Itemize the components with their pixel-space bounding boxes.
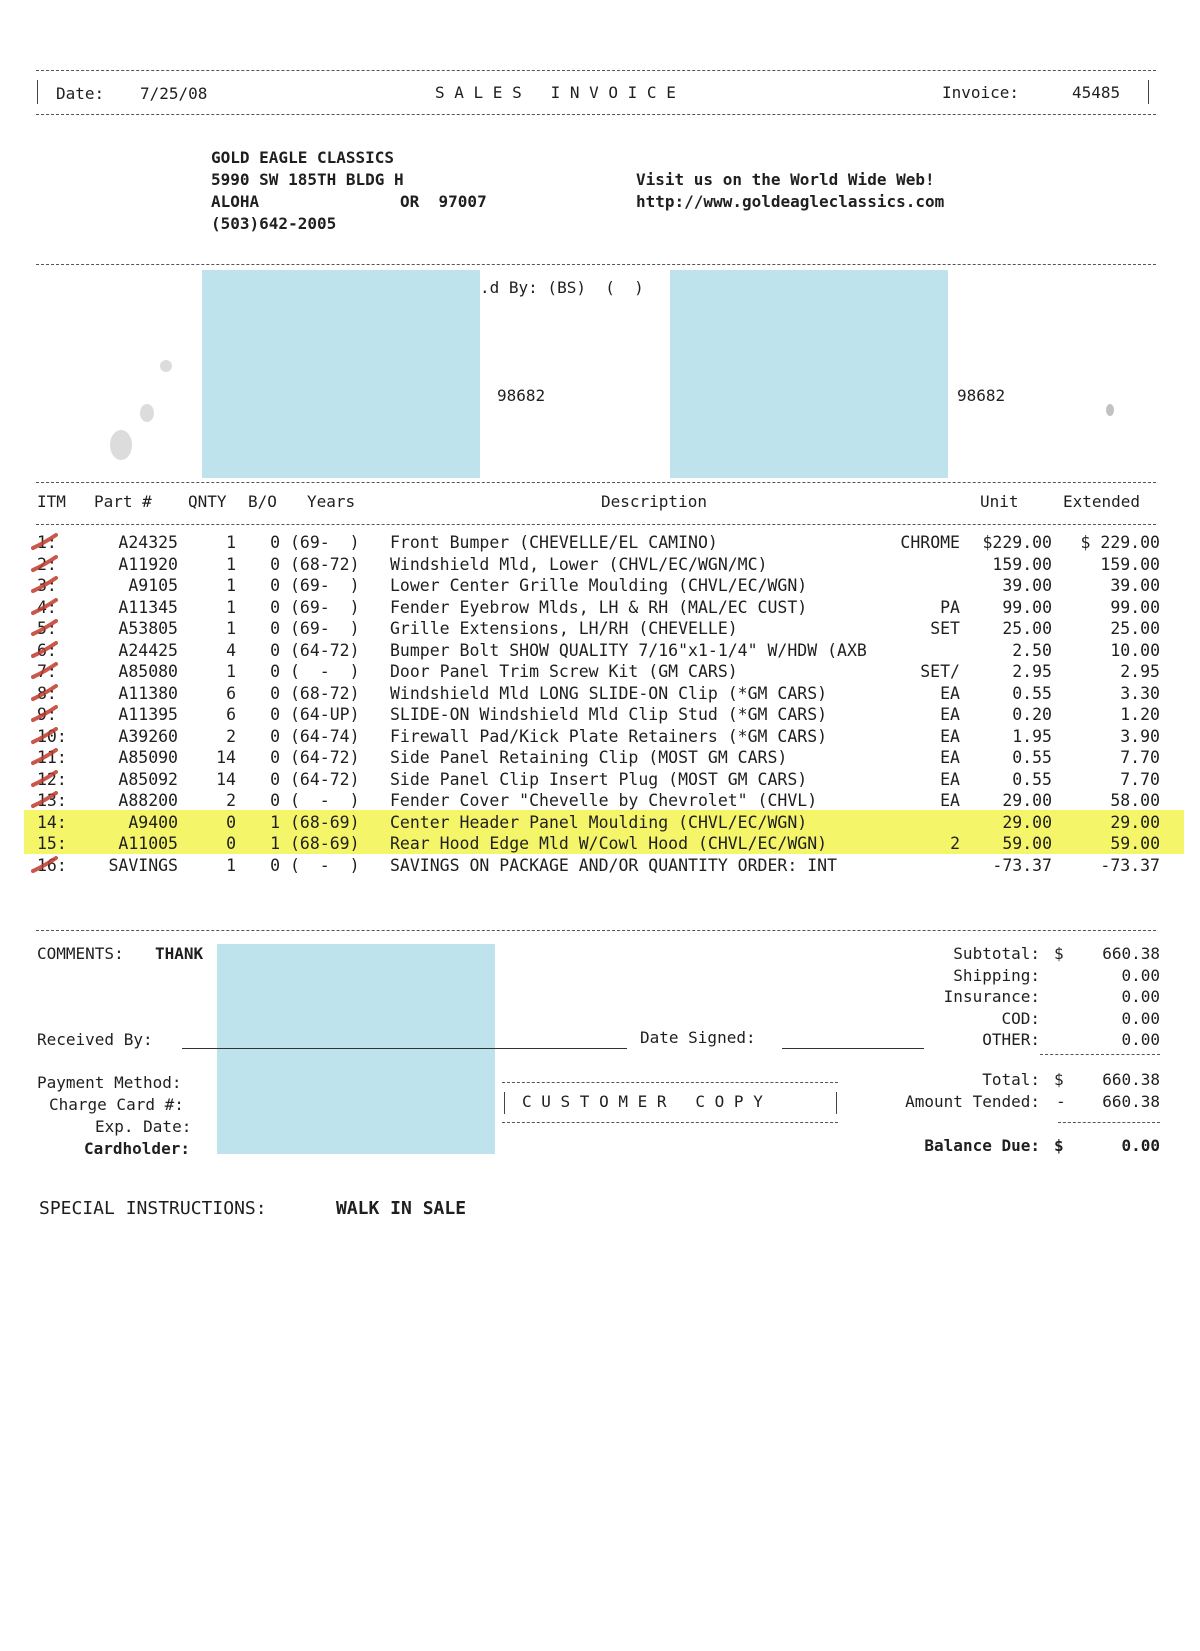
- description: SLIDE-ON Windshield Mld Clip Stud (*GM CARS): [390, 705, 828, 724]
- red-check-mark-icon: [30, 662, 70, 680]
- table-row: [0, 705, 1200, 726]
- description: Firewall Pad/Kick Plate Retainers (*GM CARS): [390, 726, 828, 746]
- part-number: A9105: [128, 576, 178, 595]
- item-number: 3:: [37, 576, 57, 595]
- part-number: A11005: [118, 834, 178, 853]
- smudge-mark: [110, 430, 132, 460]
- company-city: ALOHA: [211, 192, 260, 211]
- table-row: [0, 619, 1200, 640]
- total-line-label: Insurance:: [943, 987, 1040, 1006]
- extended-price: 7.70: [1120, 769, 1160, 789]
- col-header-years: Years: [307, 492, 356, 511]
- tendered-sign: -: [1056, 1092, 1066, 1111]
- unit-price: -73.37: [992, 855, 1052, 875]
- red-check-mark-icon: [30, 641, 70, 659]
- quantity: 2: [226, 726, 236, 746]
- quantity: 1: [226, 554, 236, 574]
- item-number: 1:: [37, 533, 57, 552]
- total-line-value: 0.00: [1121, 1030, 1160, 1049]
- red-check-mark-icon: [30, 576, 70, 594]
- unit-of-measure: EA: [940, 769, 960, 789]
- part-number: A11920: [118, 554, 178, 574]
- totals-separator: [1040, 1054, 1160, 1055]
- back-order: 0: [270, 705, 280, 724]
- unit-price: 0.20: [1012, 705, 1052, 724]
- charge-card-label: Charge Card #:: [49, 1095, 184, 1114]
- item-number: 6:: [37, 640, 57, 660]
- red-check-mark-icon: [30, 598, 70, 616]
- years: (68-72): [290, 683, 360, 703]
- years: (64-UP): [290, 705, 360, 724]
- back-order: 0: [270, 554, 280, 574]
- col-header-qnty: QNTY: [188, 492, 227, 511]
- unit-price: 99.00: [1002, 597, 1052, 617]
- quantity: 1: [226, 533, 236, 552]
- unit-price: 29.00: [1002, 812, 1052, 832]
- invoice-label: Invoice:: [942, 83, 1020, 102]
- company-name: GOLD EAGLE CLASSICS: [211, 148, 395, 167]
- quantity: 1: [226, 597, 236, 617]
- table-row: [0, 770, 1200, 791]
- company-address: 5990 SW 185TH BLDG H: [211, 170, 404, 189]
- redacted-comments-payment: [217, 944, 495, 1154]
- company-state-zip: OR 97007: [400, 192, 487, 211]
- exp-date-label: Exp. Date:: [95, 1117, 192, 1136]
- unit-price: 29.00: [1002, 791, 1052, 810]
- quantity: 1: [226, 619, 236, 638]
- ship-to-zip: 98682: [957, 386, 1006, 405]
- smudge-mark: [1106, 404, 1114, 416]
- total-line-value: 0.00: [1121, 1008, 1160, 1028]
- header-top-rule: [36, 70, 1156, 71]
- unit-price: 25.00: [1002, 619, 1052, 638]
- total-line-label: Shipping:: [953, 965, 1040, 985]
- extended-price: 3.90: [1120, 726, 1160, 746]
- description: Windshield Mld, Lower (CHVL/EC/WGN/MC): [390, 554, 768, 574]
- red-check-mark-icon: [30, 791, 70, 809]
- extended-price: 58.00: [1110, 791, 1160, 810]
- years: ( - ): [290, 855, 360, 875]
- red-check-mark-icon: [30, 705, 70, 723]
- footer-top-rule: [36, 930, 1156, 931]
- item-number: 7:: [37, 662, 57, 681]
- item-number: 12:: [37, 769, 67, 789]
- extended-price: 2.95: [1120, 662, 1160, 681]
- total-line-label: COD:: [1001, 1008, 1040, 1028]
- years: (64-72): [290, 748, 360, 767]
- comments-label: COMMENTS:: [37, 944, 124, 963]
- quantity: 14: [216, 748, 236, 767]
- quantity: 6: [226, 683, 236, 703]
- item-number: 9:: [37, 705, 57, 724]
- table-row: [0, 598, 1200, 619]
- years: ( - ): [290, 662, 360, 681]
- red-check-mark-icon: [30, 684, 70, 702]
- quantity: 4: [226, 640, 236, 660]
- table-row: [0, 813, 1200, 834]
- tendered-value: 660.38: [1102, 1092, 1160, 1111]
- table-top-rule: [36, 482, 1156, 483]
- received-by-line[interactable]: [182, 1048, 627, 1049]
- description: Lower Center Grille Moulding (CHVL/EC/WGN): [390, 576, 808, 595]
- unit-price: 2.95: [1012, 662, 1052, 681]
- years: (69- ): [290, 533, 360, 552]
- item-number: 8:: [37, 683, 57, 703]
- description: Center Header Panel Moulding (CHVL/EC/WGN): [390, 812, 808, 832]
- unit-price: 59.00: [1002, 834, 1052, 853]
- back-order: 0: [270, 533, 280, 552]
- back-order: 1: [270, 812, 280, 832]
- years: (64-74): [290, 726, 360, 746]
- quantity: 1: [226, 662, 236, 681]
- web-invitation: Visit us on the World Wide Web!: [636, 170, 935, 189]
- unit-of-measure: SET: [930, 619, 960, 638]
- col-header-extended: Extended: [1063, 492, 1141, 511]
- balance-value: 0.00: [1121, 1136, 1160, 1155]
- years: (69- ): [290, 619, 360, 638]
- unit-of-measure: EA: [940, 791, 960, 810]
- quantity: 14: [216, 769, 236, 789]
- part-number: A24425: [118, 640, 178, 660]
- part-number: A85080: [118, 662, 178, 681]
- item-number: 4:: [37, 597, 57, 617]
- total-line-sign: $: [1054, 944, 1064, 963]
- redacted-ship-to: [670, 270, 948, 478]
- table-row: [0, 533, 1200, 554]
- col-header-bo: B/O: [248, 492, 277, 511]
- unit-price: 39.00: [1002, 576, 1052, 595]
- bill-to-zip: 98682: [497, 386, 546, 405]
- total-sign: $: [1054, 1070, 1064, 1089]
- extended-price: $ 229.00: [1080, 533, 1160, 552]
- document-title: S A L E S I N V O I C E: [435, 83, 676, 102]
- table-row: [0, 791, 1200, 812]
- quantity: 0: [226, 834, 236, 853]
- customer-copy-label: C U S T O M E R C O P Y: [522, 1092, 763, 1111]
- date-value: 7/25/08: [140, 84, 208, 103]
- item-number: 2:: [37, 554, 57, 574]
- quantity: 1: [226, 576, 236, 595]
- total-line-value: 0.00: [1121, 987, 1160, 1006]
- invoice-number: 45485: [1072, 83, 1121, 102]
- years: (68-72): [290, 554, 360, 574]
- date-signed-label: Date Signed:: [640, 1028, 756, 1047]
- years: (64-72): [290, 769, 360, 789]
- unit-price: 0.55: [1012, 748, 1052, 767]
- comments-value: THANK: [155, 944, 204, 963]
- balance-label: Balance Due:: [924, 1136, 1040, 1155]
- company-phone: (503)642-2005: [211, 214, 337, 233]
- description: Windshield Mld LONG SLIDE-ON Clip (*GM CARS): [390, 683, 828, 703]
- table-row: [0, 834, 1200, 855]
- table-row: [0, 641, 1200, 662]
- red-check-mark-icon: [30, 555, 70, 573]
- unit-price: $229.00: [982, 533, 1052, 552]
- years: (64-72): [290, 640, 360, 660]
- table-row: [0, 555, 1200, 576]
- table-row: [0, 748, 1200, 769]
- unit-price: 0.55: [1012, 683, 1052, 703]
- red-check-mark-icon: [30, 619, 70, 637]
- unit-price: 1.95: [1012, 726, 1052, 746]
- special-instructions-value: WALK IN SALE: [336, 1198, 467, 1219]
- header-left-bar: [37, 80, 38, 104]
- unit-of-measure: EA: [940, 726, 960, 746]
- quantity: 6: [226, 705, 236, 724]
- part-number: A9400: [128, 812, 178, 832]
- extended-price: 25.00: [1110, 619, 1160, 638]
- red-check-mark-icon: [30, 533, 70, 551]
- years: (69- ): [290, 597, 360, 617]
- col-header-itm: ITM: [37, 492, 66, 511]
- part-number: A11395: [118, 705, 178, 724]
- total-line-value: 0.00: [1121, 965, 1160, 985]
- balance-sign: $: [1054, 1136, 1064, 1155]
- part-number: A85092: [118, 769, 178, 789]
- back-order: 0: [270, 769, 280, 789]
- web-url[interactable]: http://www.goldeagleclassics.com: [636, 192, 945, 211]
- back-order: 0: [270, 640, 280, 660]
- years: (68-69): [290, 834, 360, 853]
- total-line-value: 660.38: [1102, 944, 1160, 963]
- extended-price: 29.00: [1110, 812, 1160, 832]
- table-row: [0, 727, 1200, 748]
- back-order: 0: [270, 662, 280, 681]
- red-check-mark-icon: [30, 748, 70, 766]
- item-number: 13:: [37, 791, 67, 810]
- customer-top-rule: [36, 264, 1156, 265]
- red-check-mark-icon: [30, 856, 70, 874]
- extended-price: 1.20: [1120, 705, 1160, 724]
- col-header-unit: Unit: [980, 492, 1019, 511]
- received-by-label: Received By:: [37, 1030, 153, 1049]
- unit-of-measure: EA: [940, 748, 960, 767]
- tendered-label: Amount Tended:: [905, 1092, 1040, 1111]
- cardholder-label: Cardholder:: [84, 1139, 190, 1158]
- back-order: 0: [270, 597, 280, 617]
- header-bottom-rule: [36, 114, 1156, 115]
- unit-of-measure: 2: [950, 834, 960, 853]
- description: Fender Cover "Chevelle by Chevrolet" (CHVL): [390, 791, 818, 810]
- unit-price: 159.00: [992, 554, 1052, 574]
- col-header-description: Description: [601, 492, 707, 511]
- extended-price: 99.00: [1110, 597, 1160, 617]
- payment-method-label: Payment Method:: [37, 1073, 182, 1092]
- table-row: [0, 662, 1200, 683]
- special-instructions-label: SPECIAL INSTRUCTIONS:: [39, 1198, 267, 1219]
- smudge-mark: [140, 404, 154, 422]
- back-order: 0: [270, 791, 280, 810]
- part-number: A24325: [118, 533, 178, 552]
- part-number: A11380: [118, 683, 178, 703]
- years: (68-69): [290, 812, 360, 832]
- extended-price: -73.37: [1100, 855, 1160, 875]
- total-line-label: Subtotal:: [953, 944, 1040, 963]
- description: Side Panel Clip Insert Plug (MOST GM CARS): [390, 769, 808, 789]
- back-order: 0: [270, 683, 280, 703]
- item-number: 15:: [37, 834, 67, 853]
- extended-price: 59.00: [1110, 834, 1160, 853]
- extended-price: 7.70: [1120, 748, 1160, 767]
- quantity: 1: [226, 855, 236, 875]
- smudge-mark: [160, 360, 172, 372]
- back-order: 0: [270, 576, 280, 595]
- header-right-bar: [1148, 80, 1149, 104]
- customer-copy-box: [502, 1082, 838, 1122]
- table-row: [0, 576, 1200, 597]
- part-number: A85090: [118, 748, 178, 767]
- unit-of-measure: PA: [940, 597, 960, 617]
- quantity: 0: [226, 812, 236, 832]
- item-number: 16:: [37, 855, 67, 875]
- description: Front Bumper (CHEVELLE/EL CAMINO): [390, 533, 718, 552]
- item-number: 11:: [37, 748, 67, 767]
- description: Bumper Bolt SHOW QUALITY 7/16"x1-1/4" W/HDW (AXB: [390, 640, 867, 660]
- item-number: 14:: [37, 812, 67, 832]
- back-order: 0: [270, 748, 280, 767]
- unit-price: 0.55: [1012, 769, 1052, 789]
- years: ( - ): [290, 791, 360, 810]
- part-number: A88200: [118, 791, 178, 810]
- red-check-mark-icon: [30, 727, 70, 745]
- table-row: [0, 684, 1200, 705]
- extended-price: 3.30: [1120, 683, 1160, 703]
- date-label: Date:: [56, 84, 105, 103]
- unit-price: 2.50: [1012, 640, 1052, 660]
- total-value: 660.38: [1102, 1070, 1160, 1089]
- col-header-part: Part #: [94, 492, 152, 511]
- unit-of-measure: CHROME: [900, 533, 960, 552]
- unit-of-measure: SET/: [920, 662, 960, 681]
- sold-by: .d By: (BS) ( ): [480, 278, 644, 297]
- redacted-bill-to: [202, 270, 480, 478]
- extended-price: 159.00: [1100, 554, 1160, 574]
- header-underline-rule: [36, 524, 1156, 525]
- description: Side Panel Retaining Clip (MOST GM CARS): [390, 748, 788, 767]
- extended-price: 10.00: [1110, 640, 1160, 660]
- item-number: 10:: [37, 726, 67, 746]
- part-number: SAVINGS: [108, 855, 178, 875]
- balance-separator: [1058, 1122, 1160, 1123]
- extended-price: 39.00: [1110, 576, 1160, 595]
- description: Grille Extensions, LH/RH (CHEVELLE): [390, 619, 738, 638]
- unit-of-measure: EA: [940, 683, 960, 703]
- back-order: 0: [270, 726, 280, 746]
- part-number: A39260: [118, 726, 178, 746]
- back-order: 1: [270, 834, 280, 853]
- part-number: A11345: [118, 597, 178, 617]
- description: Fender Eyebrow Mlds, LH & RH (MAL/EC CUST): [390, 597, 808, 617]
- red-check-mark-icon: [30, 770, 70, 788]
- description: Door Panel Trim Screw Kit (GM CARS): [390, 662, 738, 681]
- item-number: 5:: [37, 619, 57, 638]
- unit-of-measure: EA: [940, 705, 960, 724]
- table-row: [0, 856, 1200, 877]
- description: Rear Hood Edge Mld W/Cowl Hood (CHVL/EC/WGN): [390, 834, 828, 853]
- years: (69- ): [290, 576, 360, 595]
- total-label: Total:: [982, 1070, 1040, 1089]
- quantity: 2: [226, 791, 236, 810]
- description: SAVINGS ON PACKAGE AND/OR QUANTITY ORDER: INT: [390, 855, 838, 875]
- back-order: 0: [270, 619, 280, 638]
- total-line-label: OTHER:: [982, 1030, 1040, 1049]
- part-number: A53805: [118, 619, 178, 638]
- back-order: 0: [270, 855, 280, 875]
